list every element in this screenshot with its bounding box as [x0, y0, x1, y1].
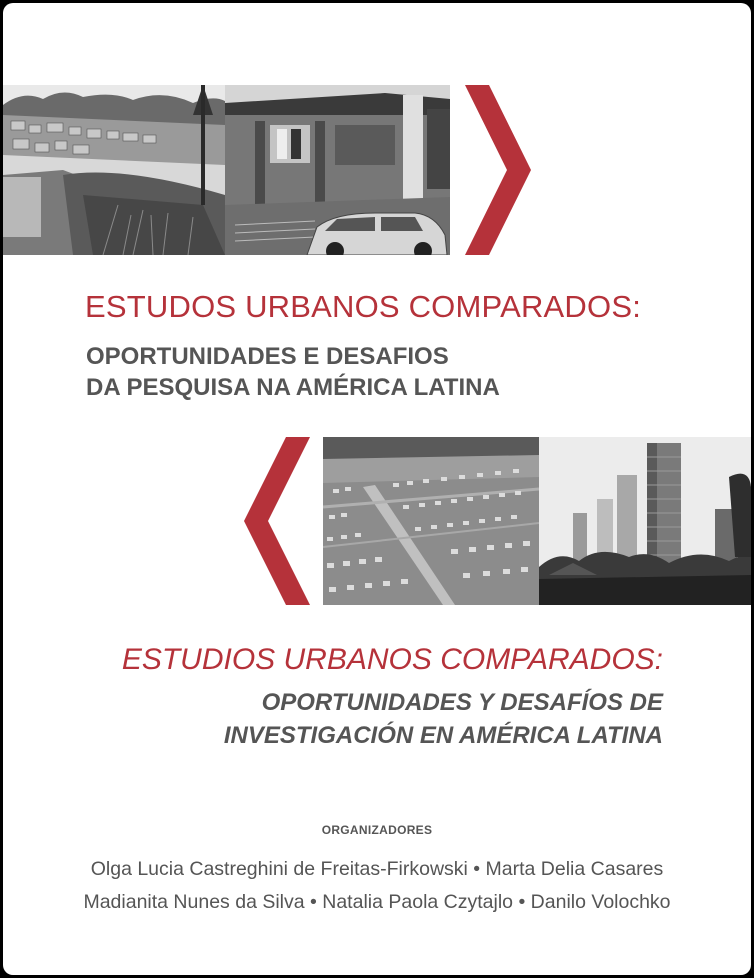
subtitle-spanish-line1: OPORTUNIDADES Y DESAFÍOS DE: [261, 689, 663, 716]
subtitle-portuguese-line2: DA PESQUISA NA AMÉRICA LATINA: [86, 374, 500, 401]
chevron-left-icon: [244, 437, 310, 605]
storefront-with-car-photo: [225, 85, 450, 255]
chevron-right-icon: [465, 85, 531, 255]
title-portuguese: ESTUDOS URBANOS COMPARADOS:: [85, 289, 642, 324]
organizers-line2: Madianita Nunes da Silva • Natalia Paola Czytajlo • Danilo Volochko: [83, 891, 671, 913]
organizers-label: ORGANIZADORES: [321, 823, 433, 837]
organizers-line1: Olga Lucia Castreghini de Freitas-Firkowski • Marta Delia Casares: [90, 858, 664, 880]
subtitle-spanish: [63, 686, 663, 752]
title-spanish: ESTUDIOS URBANOS COMPARADOS:: [121, 643, 663, 676]
organizers-list: [3, 853, 751, 919]
subtitle-portuguese: [86, 341, 500, 403]
book-cover: [3, 3, 751, 975]
subtitle-portuguese-line1: OPORTUNIDADES E DESAFIOS: [86, 343, 449, 370]
subtitle-spanish-line2: INVESTIGACIÓN EN AMÉRICA LATINA: [223, 722, 663, 749]
high-rise-towers-photo: [539, 437, 751, 605]
aerial-housing-development-photo: [323, 437, 539, 605]
hillside-favela-photo: [3, 85, 225, 255]
